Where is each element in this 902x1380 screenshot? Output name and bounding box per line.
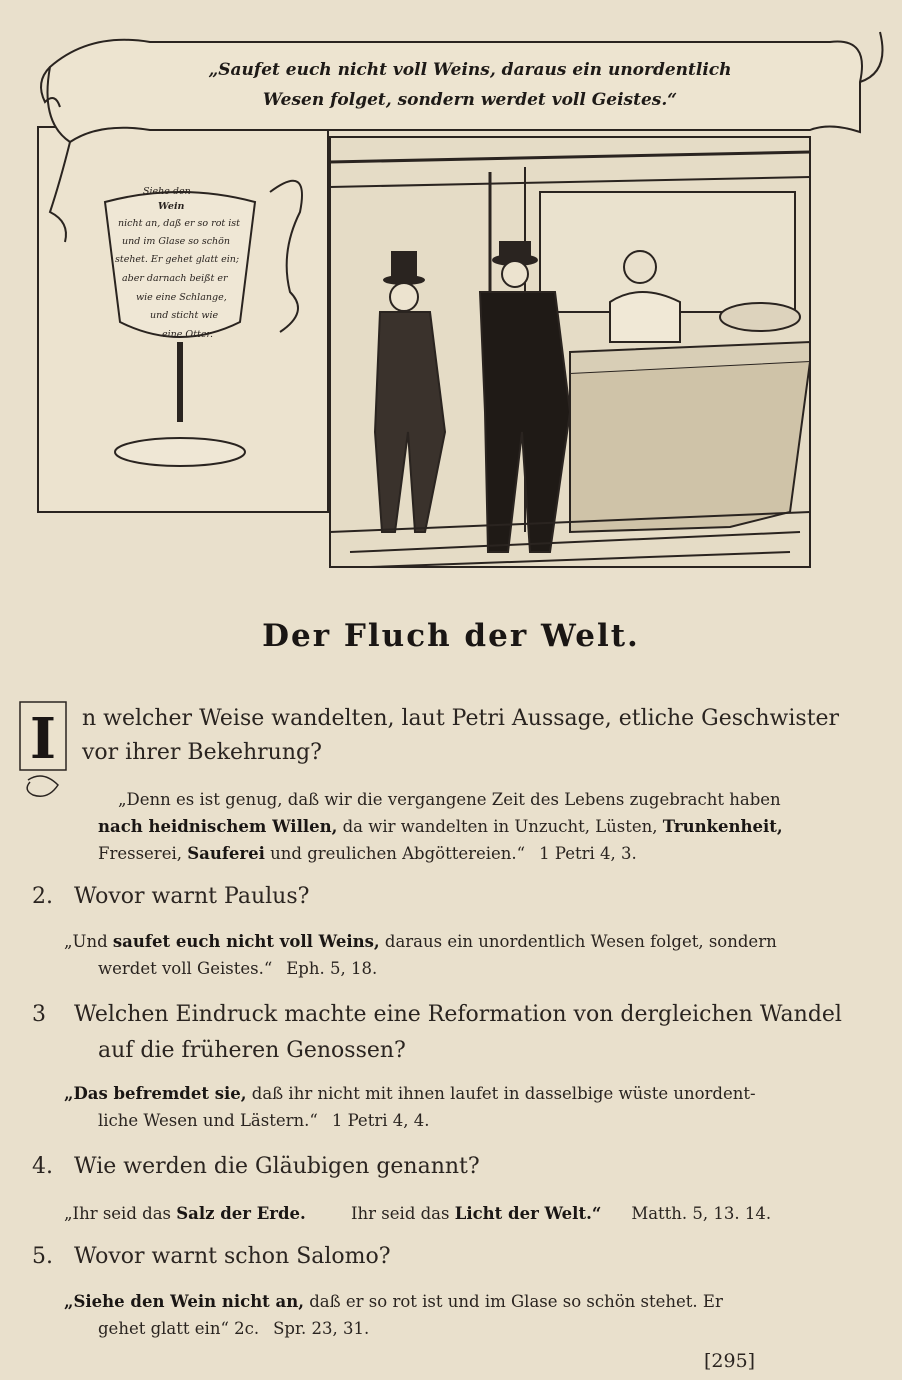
answer-2-quote [64,928,777,955]
page-number: [295] [704,1350,756,1372]
answer-4-quote [64,1200,771,1227]
question-text-line-1: Welchen Eindruck machte eine Reformation von dergleichen Wandel [74,1002,842,1027]
answer-1-quote [118,786,781,813]
question-1 [82,702,839,770]
question-text: Wie werden die Gläubigen genannt? [74,1154,480,1179]
answer-1-quote-line-2 [98,813,783,840]
question-number: 4. [32,1154,53,1179]
answer-5-quote [64,1288,723,1315]
quote-emphasis: Sauferei [187,844,265,863]
scripture-reference: 1 Petri 4, 3. [539,844,637,863]
quote-text: da wir wandelten in Unzucht, Lüsten, [337,817,663,836]
glass-line: und sticht wie [150,310,219,321]
answer-3-quote [64,1080,756,1107]
quote-emphasis: Salz der Erde. [176,1204,306,1223]
scripture-reference: Eph. 5, 18. [286,959,378,978]
banner-line-1: „Saufet euch nicht voll Weins, daraus ein unordentlich [208,60,732,80]
quote-text: liche Wesen und Lästern.“ [98,1111,318,1130]
page-title: Der Fluch der Welt. [262,618,640,654]
glass-line: Wein [158,201,185,212]
scripture-reference: Matth. 5, 13. 14. [631,1204,772,1223]
question-text: Wovor warnt Paulus? [74,884,310,909]
glass-line: eine Otter. [162,329,213,340]
banner-line-2: Wesen folget, sondern werdet voll Geistes.“ [262,90,678,110]
quote-text: und greulichen Abgöttereien.“ [264,844,526,863]
quote-text: „Und [64,932,113,951]
dropcap-ornament [18,700,70,810]
glass-line: stehet. Er gehet glatt ein; [115,254,240,265]
quote-text: daß ihr nicht mit ihnen laufet in dasselbige wüste unordent- [246,1084,756,1103]
glass-line: wie eine Schlange, [136,292,227,303]
glass-line: nicht an, daß er so rot ist [118,218,240,229]
question-5 [32,1240,391,1274]
quote-text: gehet glatt ein“ 2c. [98,1319,260,1338]
glass-line: Siehe den [143,186,191,197]
quote-emphasis: Trunkenheit, [662,817,783,836]
glass-line: und im Glase so schön [122,236,230,247]
question-3-line-2: auf die früheren Genossen? [98,1038,406,1063]
answer-5-quote-line-2 [98,1315,369,1342]
scripture-reference: Spr. 23, 31. [273,1319,370,1338]
answer-3-quote-line-2 [98,1107,429,1134]
answer-2-quote-line-2 [98,955,377,982]
question-number: 5. [32,1244,53,1269]
scripture-reference: 1 Petri 4, 4. [331,1111,430,1130]
banner-quote [150,55,790,115]
quote-emphasis: saufet euch nicht voll Weins, [112,932,380,951]
question-2 [32,880,309,914]
quote-text: daß er so rot ist und im Glase so schön stehet. Er [303,1292,723,1311]
question-text: Wovor warnt schon Salomo? [74,1244,391,1269]
answer-1-quote-line-3 [98,840,637,867]
question-4 [32,1150,480,1184]
question-3 [32,998,842,1032]
question-1-line-1: n welcher Weise wandelten, laut Petri Aussage, etliche Geschwister [82,706,840,731]
question-number: 3 [32,1002,46,1027]
glass-line: aber darnach beißt er [122,273,228,284]
question-1-line-2: vor ihrer Bekehrung? [82,740,322,765]
quote-text: Ihr seid das [351,1204,455,1223]
quote-text: werdet voll Geistes.“ [98,959,273,978]
quote-text: daraus ein unordentlich Wesen folget, sondern [379,932,777,951]
quote-emphasis: Licht der Welt.“ [454,1204,602,1223]
quote-emphasis: „Das befremdet sie, [64,1084,247,1103]
quote-emphasis: „Siehe den Wein nicht an, [64,1292,304,1311]
question-number: 2. [32,884,53,909]
quote-text: „Denn es ist genug, daß wir die vergangene Zeit des Lebens zugebracht haben [118,790,781,809]
quote-text: Fresserei, [98,844,188,863]
quote-emphasis: nach heidnischem Willen, [98,817,338,836]
dropcap-letter: I [29,706,57,772]
quote-text: „Ihr seid das [64,1204,177,1223]
